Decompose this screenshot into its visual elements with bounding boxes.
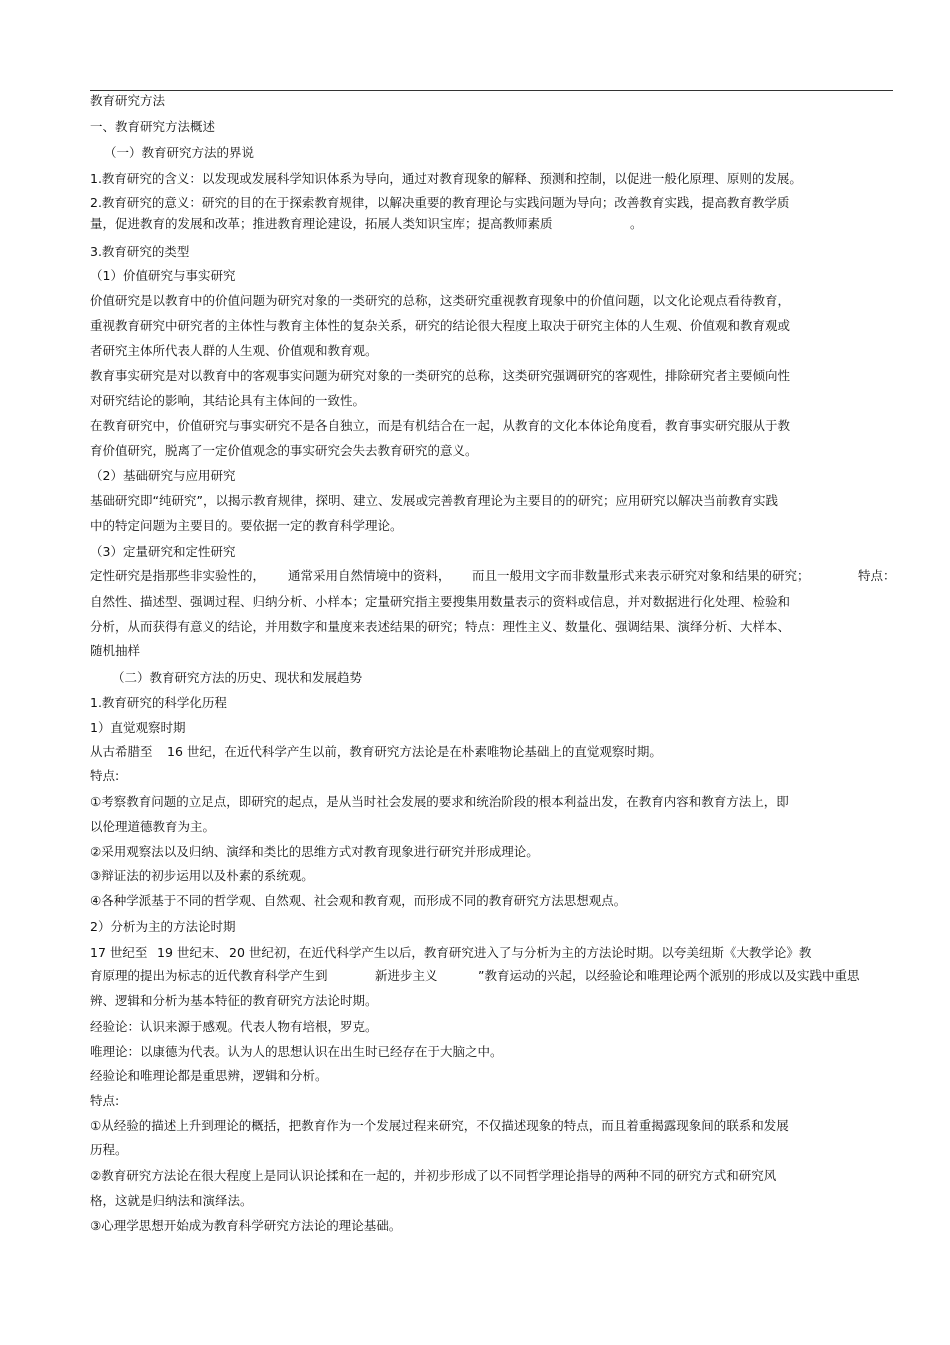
paragraph-line: 以伦理道德教育为主。 <box>90 819 216 834</box>
period-heading: 2）分析为主的方法论时期 <box>90 919 236 934</box>
paragraph-line: ②采用观察法以及归纳、演绎和类比的思维方式对教育现象进行研究并形成理论。 <box>90 844 539 859</box>
paragraph-line: ①考察教育问题的立足点，即研究的起点，是从当时社会发展的要求和统治阶段的根本利益出发，在教育内容和教育方法上，即 <box>90 794 789 809</box>
paragraph-line: 随机抽样 <box>90 643 141 658</box>
paragraph-line: 通常采用自然情境中的资料， <box>288 568 451 583</box>
paragraph-line: 基础研究即“纯研究”，以揭示教育规律，探明、建立、发展或完善教育理论为主要目的的研究；应用研究以解决当前教育实践 <box>90 493 778 508</box>
paragraph-line: 对研究结论的影响，其结论具有主体间的一致性。 <box>90 393 366 408</box>
paragraph-line: 19 世纪末、 <box>157 945 227 960</box>
paragraph-line: 从古希腊至 <box>90 744 153 759</box>
paragraph-line: 唯理论：以康德为代表。认为人的思想认识在出生时已经存在于大脑之中。 <box>90 1044 503 1059</box>
features-label: 特点: <box>90 768 120 783</box>
subsection-heading-1: （一）教育研究方法的界说 <box>104 145 255 160</box>
paragraph-line: 而且一般用文字而非数量形式来表示研究对象和结果的研究； <box>472 568 810 583</box>
paragraph-line: 历程。 <box>90 1142 128 1157</box>
paragraph-line: ①从经验的描述上升到理论的概括，把教育作为一个发展过程来研究，不仅描述现象的特点，而且着重揭露现象间的联系和发展 <box>90 1118 789 1133</box>
paragraph-line: 。 <box>630 216 643 231</box>
paragraph-line: 价值研究是以教育中的价值问题为研究对象的一类研究的总称，这类研究重视教育现象中的价值问题，以文化论观点看待教育， <box>90 293 791 308</box>
paragraph-line: 16 世纪，在近代科学产生以前，教育研究方法论是在朴素唯物论基础上的直觉观察时期。 <box>167 744 662 759</box>
paragraph-line: 定性研究是指那些非实验性的， <box>90 568 266 583</box>
paragraph-line: 特点： <box>858 568 896 583</box>
paragraph-line: ”教育运动的兴起，以经验论和唯理论两个派别的形成以及实践中重思 <box>478 968 860 983</box>
paragraph-line: 2.教育研究的意义：研究的目的在于探索教育规律，以解决重要的教育理论与实践问题为导向；改善教育实践，提高教育教学质 <box>90 195 790 210</box>
paragraph-line: 1.教育研究的含义：以发现或发展科学知识体系为导向，通过对教育现象的解释、预测和控制，以促进一般化原理、原则的发展。 <box>90 171 802 186</box>
section-heading-1: 一、教育研究方法概述 <box>90 119 216 134</box>
paragraph-line: 17 世纪至 <box>90 945 148 960</box>
paragraph-line: 育原理的提出为标志的近代教育科学产生到 <box>90 968 328 983</box>
paragraph-line: 量，促进教育的发展和改革；推进教育理论建设，拓展人类知识宝库；提高教师素质 <box>90 216 553 231</box>
paragraph-line: 在教育研究中，价值研究与事实研究不是各自独立，而是有机结合在一起，从教育的文化本体论角度看，教育事实研究服从于教 <box>90 418 791 433</box>
paragraph-line: 辨、逻辑和分析为基本特征的教育研究方法论时期。 <box>90 993 378 1008</box>
subsection-heading-2: （二）教育研究方法的历史、现状和发展趋势 <box>112 670 363 685</box>
paragraph-line: 经验论：认识来源于感观。代表人物有培根，罗克。 <box>90 1019 378 1034</box>
subtype-heading: （3）定量研究和定性研究 <box>90 544 236 559</box>
paragraph-line: 经验论和唯理论都是重思辨，逻辑和分析。 <box>90 1068 328 1083</box>
paragraph-line: ③辩证法的初步运用以及朴素的系统观。 <box>90 868 314 883</box>
paragraph-line: ②教育研究方法论在很大程度上是同认识论揉和在一起的，并初步形成了以不同哲学理论指导的两种不同的研究方式和研究风 <box>90 1168 777 1183</box>
list-heading: 1.教育研究的科学化历程 <box>90 695 227 710</box>
paragraph-line: 自然性、描述型、强调过程、归纳分析、小样本；定量研究指主要搜集用数量表示的资料或信息，并对数据进行化处理、检验和 <box>90 594 791 609</box>
paragraph-line: 中的特定问题为主要目的。要依据一定的教育科学理论。 <box>90 518 403 533</box>
paragraph-line: 分析，从而获得有意义的结论，并用数字和量度来表述结果的研究；特点：理性主义、数量化、强调结果、演绎分析、大样本、 <box>90 619 791 634</box>
paragraph-line: 20 世纪初，在近代科学产生以后，教育研究进入了与分析为主的方法论时期。以夸美纽斯《大教学论》教 <box>229 945 812 960</box>
list-heading: 3.教育研究的类型 <box>90 244 190 259</box>
subtype-heading: （2）基础研究与应用研究 <box>90 468 236 483</box>
doc-title: 教育研究方法 <box>90 93 166 108</box>
features-label: 特点: <box>90 1093 120 1108</box>
paragraph-line: 者研究主体所代表人群的人生观、价值观和教育观。 <box>90 343 378 358</box>
paragraph-line: 重视教育研究中研究者的主体性与教育主体性的复杂关系，研究的结论很大程度上取决于研究主体的人生观、价值观和教育观或 <box>90 318 791 333</box>
subtype-heading: （1）价值研究与事实研究 <box>90 268 236 283</box>
paragraph-line: ③心理学思想开始成为教育科学研究方法论的理论基础。 <box>90 1218 402 1233</box>
paragraph-line: 格，这就是归纳法和演绎法。 <box>90 1193 253 1208</box>
header-rule <box>90 90 893 91</box>
paragraph-line: 育价值研究，脱离了一定价值观念的事实研究会失去教育研究的意义。 <box>90 443 478 458</box>
paragraph-line: 教育事实研究是对以教育中的客观事实问题为研究对象的一类研究的总称，这类研究强调研究的客观性，排除研究者主要倾向性 <box>90 368 791 383</box>
paragraph-line: 新进步主义 <box>375 968 438 983</box>
period-heading: 1）直觉观察时期 <box>90 720 186 735</box>
paragraph-line: ④各种学派基于不同的哲学观、自然观、社会观和教育观，而形成不同的教育研究方法思想观点。 <box>90 893 627 908</box>
